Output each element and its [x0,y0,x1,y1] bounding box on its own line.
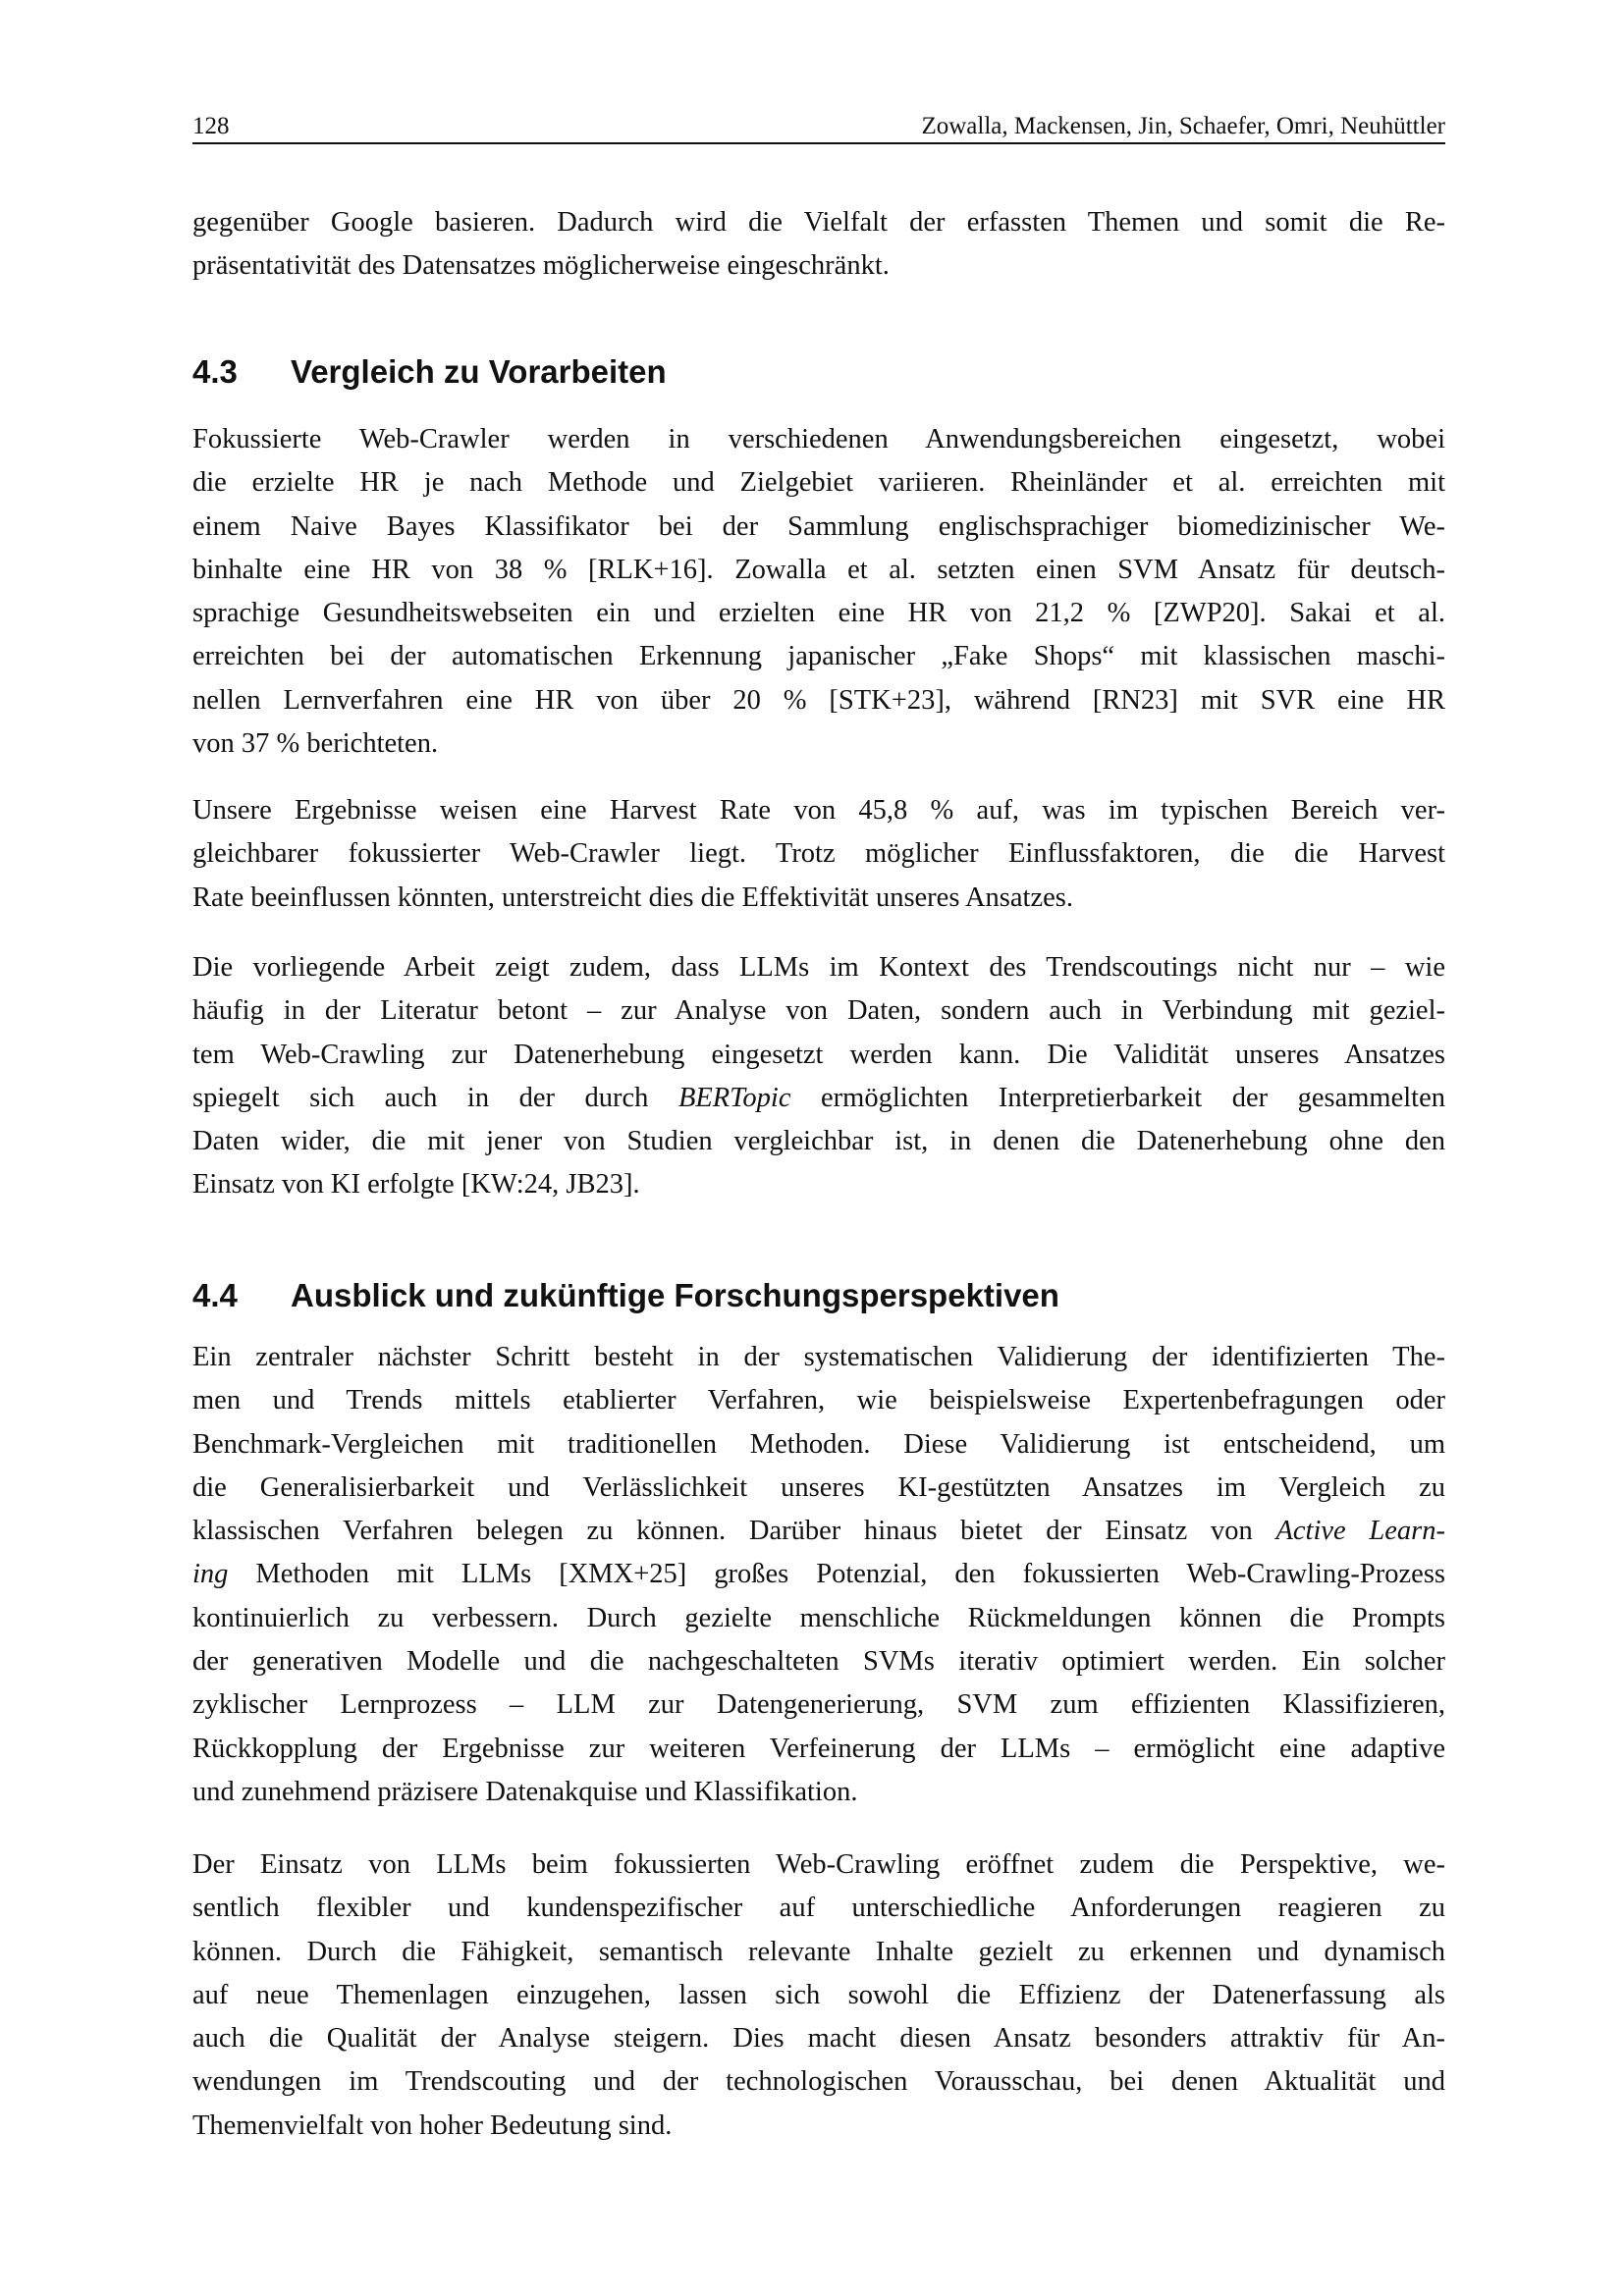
text-segment: häufig in der Literatur betont – zur Analyse von Daten, sondern auch in Verbindung mit geziel- [192,995,1445,1027]
text-line [192,946,1445,989]
text-line [192,1379,1445,1422]
text-line [192,2017,1445,2060]
text-segment: spiegelt sich auch in der durch [192,1082,678,1113]
text-line [192,2060,1445,2104]
text-line [192,1931,1445,1974]
text-line [192,1163,1445,1206]
paragraph [192,1843,1445,2148]
text-line [192,1843,1445,1887]
text-segment: gegenüber Google basieren. Dadurch wird die Vielfalt der erfassten Themen und somit die Re- [192,207,1445,238]
italic-text: Active Learn- [1275,1516,1446,1547]
text-line [192,201,1445,244]
text-line [192,1034,1445,1077]
text-segment: und zunehmend präzisere Datenakquise und Klassifikation. [192,1776,858,1807]
text-segment: präsentativität des Datensatzes möglicherweise eingeschränkt. [192,250,890,282]
text-segment: auf neue Themenlagen einzugehen, lassen sich sowohl die Effizienz der Datenerfassung als [192,1979,1445,2010]
text-line [192,244,1445,288]
text-segment: tem Web-Crawling zur Datenerhebung eingesetzt werden kann. Die Validität unseres Ansatzes [192,1039,1445,1070]
text-line [192,1553,1445,1596]
page-number: 128 [192,113,230,139]
section-number: 4.3 [192,353,238,390]
text-line [192,1974,1445,2017]
italic-text: ing [192,1559,229,1590]
text-line [192,877,1445,920]
text-line [192,1597,1445,1640]
text-segment: Unsere Ergebnisse weisen eine Harvest Rate von 45,8 % auf, was im typischen Bereich ver- [192,795,1445,826]
text-segment: die erzielte HR je nach Methode und Zielgebiet variieren. Rheinländer et al. erreichten mit [192,467,1445,499]
paragraph [192,789,1445,920]
text-segment: Die vorliegende Arbeit zeigt zudem, dass LLMs im Kontext des Trendscoutings nicht nur – wie [192,952,1445,983]
text-line [192,635,1445,678]
text-segment: Benchmark-Vergleichen mit traditionellen Methoden. Diese Validierung ist entscheidend, um [192,1428,1445,1460]
text-segment: sentlich flexibler und kundenspezifischer auf unterschiedliche Anforderungen reagieren zu [192,1893,1445,1924]
section-heading [192,1274,1059,1317]
text-line [192,1887,1445,1930]
text-line [192,1728,1445,1771]
text-line [192,832,1445,876]
text-segment: wendungen im Trendscouting und der technologischen Vorausschau, bei denen Aktualität und [192,2066,1445,2098]
section-heading [192,350,667,394]
text-segment: können. Durch die Fähigkeit, semantisch relevante Inhalte gezielt zu erkennen und dynamisch [192,1936,1445,1967]
paragraph [192,201,1445,289]
paragraph [192,1336,1445,1814]
text-line [192,679,1445,722]
text-line [192,1467,1445,1510]
paragraph [192,946,1445,1207]
text-segment: Rate beeinflussen könnten, unterstreicht dies die Effektivität unseres Ansatzes. [192,881,1073,913]
text-segment: Themenvielfalt von hoher Bedeutung sind. [192,2109,673,2141]
section-title: Vergleich zu Vorarbeiten [291,353,667,390]
running-header [192,110,1445,143]
text-line [192,1077,1445,1120]
text-line [192,461,1445,505]
text-line [192,789,1445,832]
text-line [192,2105,1445,2148]
text-segment: gleichbarer fokussierter Web-Crawler liegt. Trotz möglicher Einflussfaktoren, die die Harvest [192,838,1445,870]
text-line [192,506,1445,549]
text-segment: erreichten bei der automatischen Erkennung japanischer „Fake Shops“ mit klassischen maschi- [192,641,1445,672]
text-segment: nellen Lernverfahren eine HR von über 20 % [STK+23], während [RN23] mit SVR eine HR [192,684,1445,716]
text-segment: Rückkopplung der Ergebnisse zur weiteren Verfeinerung der LLMs – ermöglicht eine adaptive [192,1733,1445,1764]
text-segment: ermöglichten Interpretierbarkeit der gesammelten [790,1082,1445,1113]
text-line [192,1771,1445,1814]
text-line [192,1640,1445,1683]
text-segment: von 37 % berichteten. [192,728,439,760]
paragraph [192,418,1445,766]
text-segment: men und Trends mittels etablierter Verfahren, wie beispielsweise Expertenbefragungen oder [192,1385,1445,1416]
text-line [192,549,1445,592]
text-line [192,989,1445,1033]
text-line [192,722,1445,766]
text-line [192,1120,1445,1163]
section-title: Ausblick und zukünftige Forschungsperspektiven [291,1277,1059,1313]
header-authors: Zowalla, Mackensen, Jin, Schaefer, Omri, Neuhüttler [921,113,1445,139]
text-segment: Ein zentraler nächster Schritt besteht in der systematischen Validierung der identifizierten The- [192,1342,1445,1372]
text-segment: einem Naive Bayes Klassifikator bei der Sammlung englischsprachiger biomedizinischer We- [192,510,1445,542]
text-segment: kontinuierlich zu verbessern. Durch gezielte menschliche Rückmeldungen können die Prompts [192,1602,1445,1633]
text-segment: der generativen Modelle und die nachgeschalteten SVMs iterativ optimiert werden. Ein solcher [192,1646,1445,1678]
text-line [192,592,1445,635]
text-line [192,1423,1445,1467]
text-segment: Der Einsatz von LLMs beim fokussierten Web-Crawling eröffnet zudem die Perspektive, we- [192,1849,1445,1880]
text-segment: zyklischer Lernprozess – LLM zur Datengenerierung, SVM zum effizienten Klassifizieren, [192,1689,1445,1721]
text-line [192,1510,1445,1553]
text-line [192,1683,1445,1727]
text-segment: binhalte eine HR von 38 % [RLK+16]. Zowalla et al. setzten einen SVM Ansatz für deutsch- [192,554,1445,585]
text-segment: klassischen Verfahren belegen zu können. Darüber hinaus bietet der Einsatz von [192,1516,1276,1547]
text-segment: auch die Qualität der Analyse steigern. Dies macht diesen Ansatz besonders attraktiv für An- [192,2023,1445,2055]
header-rule [192,142,1445,144]
text-segment: die Generalisierbarkeit und Verlässlichkeit unseres KI-gestützten Ansatzes im Vergleich zu [192,1471,1445,1503]
text-segment: sprachige Gesundheitswebseiten ein und erzielten eine HR von 21,2 % [ZWP20]. Sakai et al. [192,598,1445,629]
text-line [192,418,1445,461]
text-segment: Methoden mit LLMs [XMX+25] großes Potenzial, den fokussierten Web-Crawling-Prozess [228,1559,1445,1590]
section-number: 4.4 [192,1277,238,1313]
text-segment: Daten wider, die mit jener von Studien vergleichbar ist, in denen die Datenerhebung ohne den [192,1126,1445,1157]
text-segment: Fokussierte Web-Crawler werden in verschiedenen Anwendungsbereichen eingesetzt, wobei [192,424,1445,454]
text-line [192,1336,1445,1379]
italic-text: BERTopic [677,1082,791,1113]
text-segment: Einsatz von KI erfolgte [KW:24, JB23]. [192,1169,640,1201]
